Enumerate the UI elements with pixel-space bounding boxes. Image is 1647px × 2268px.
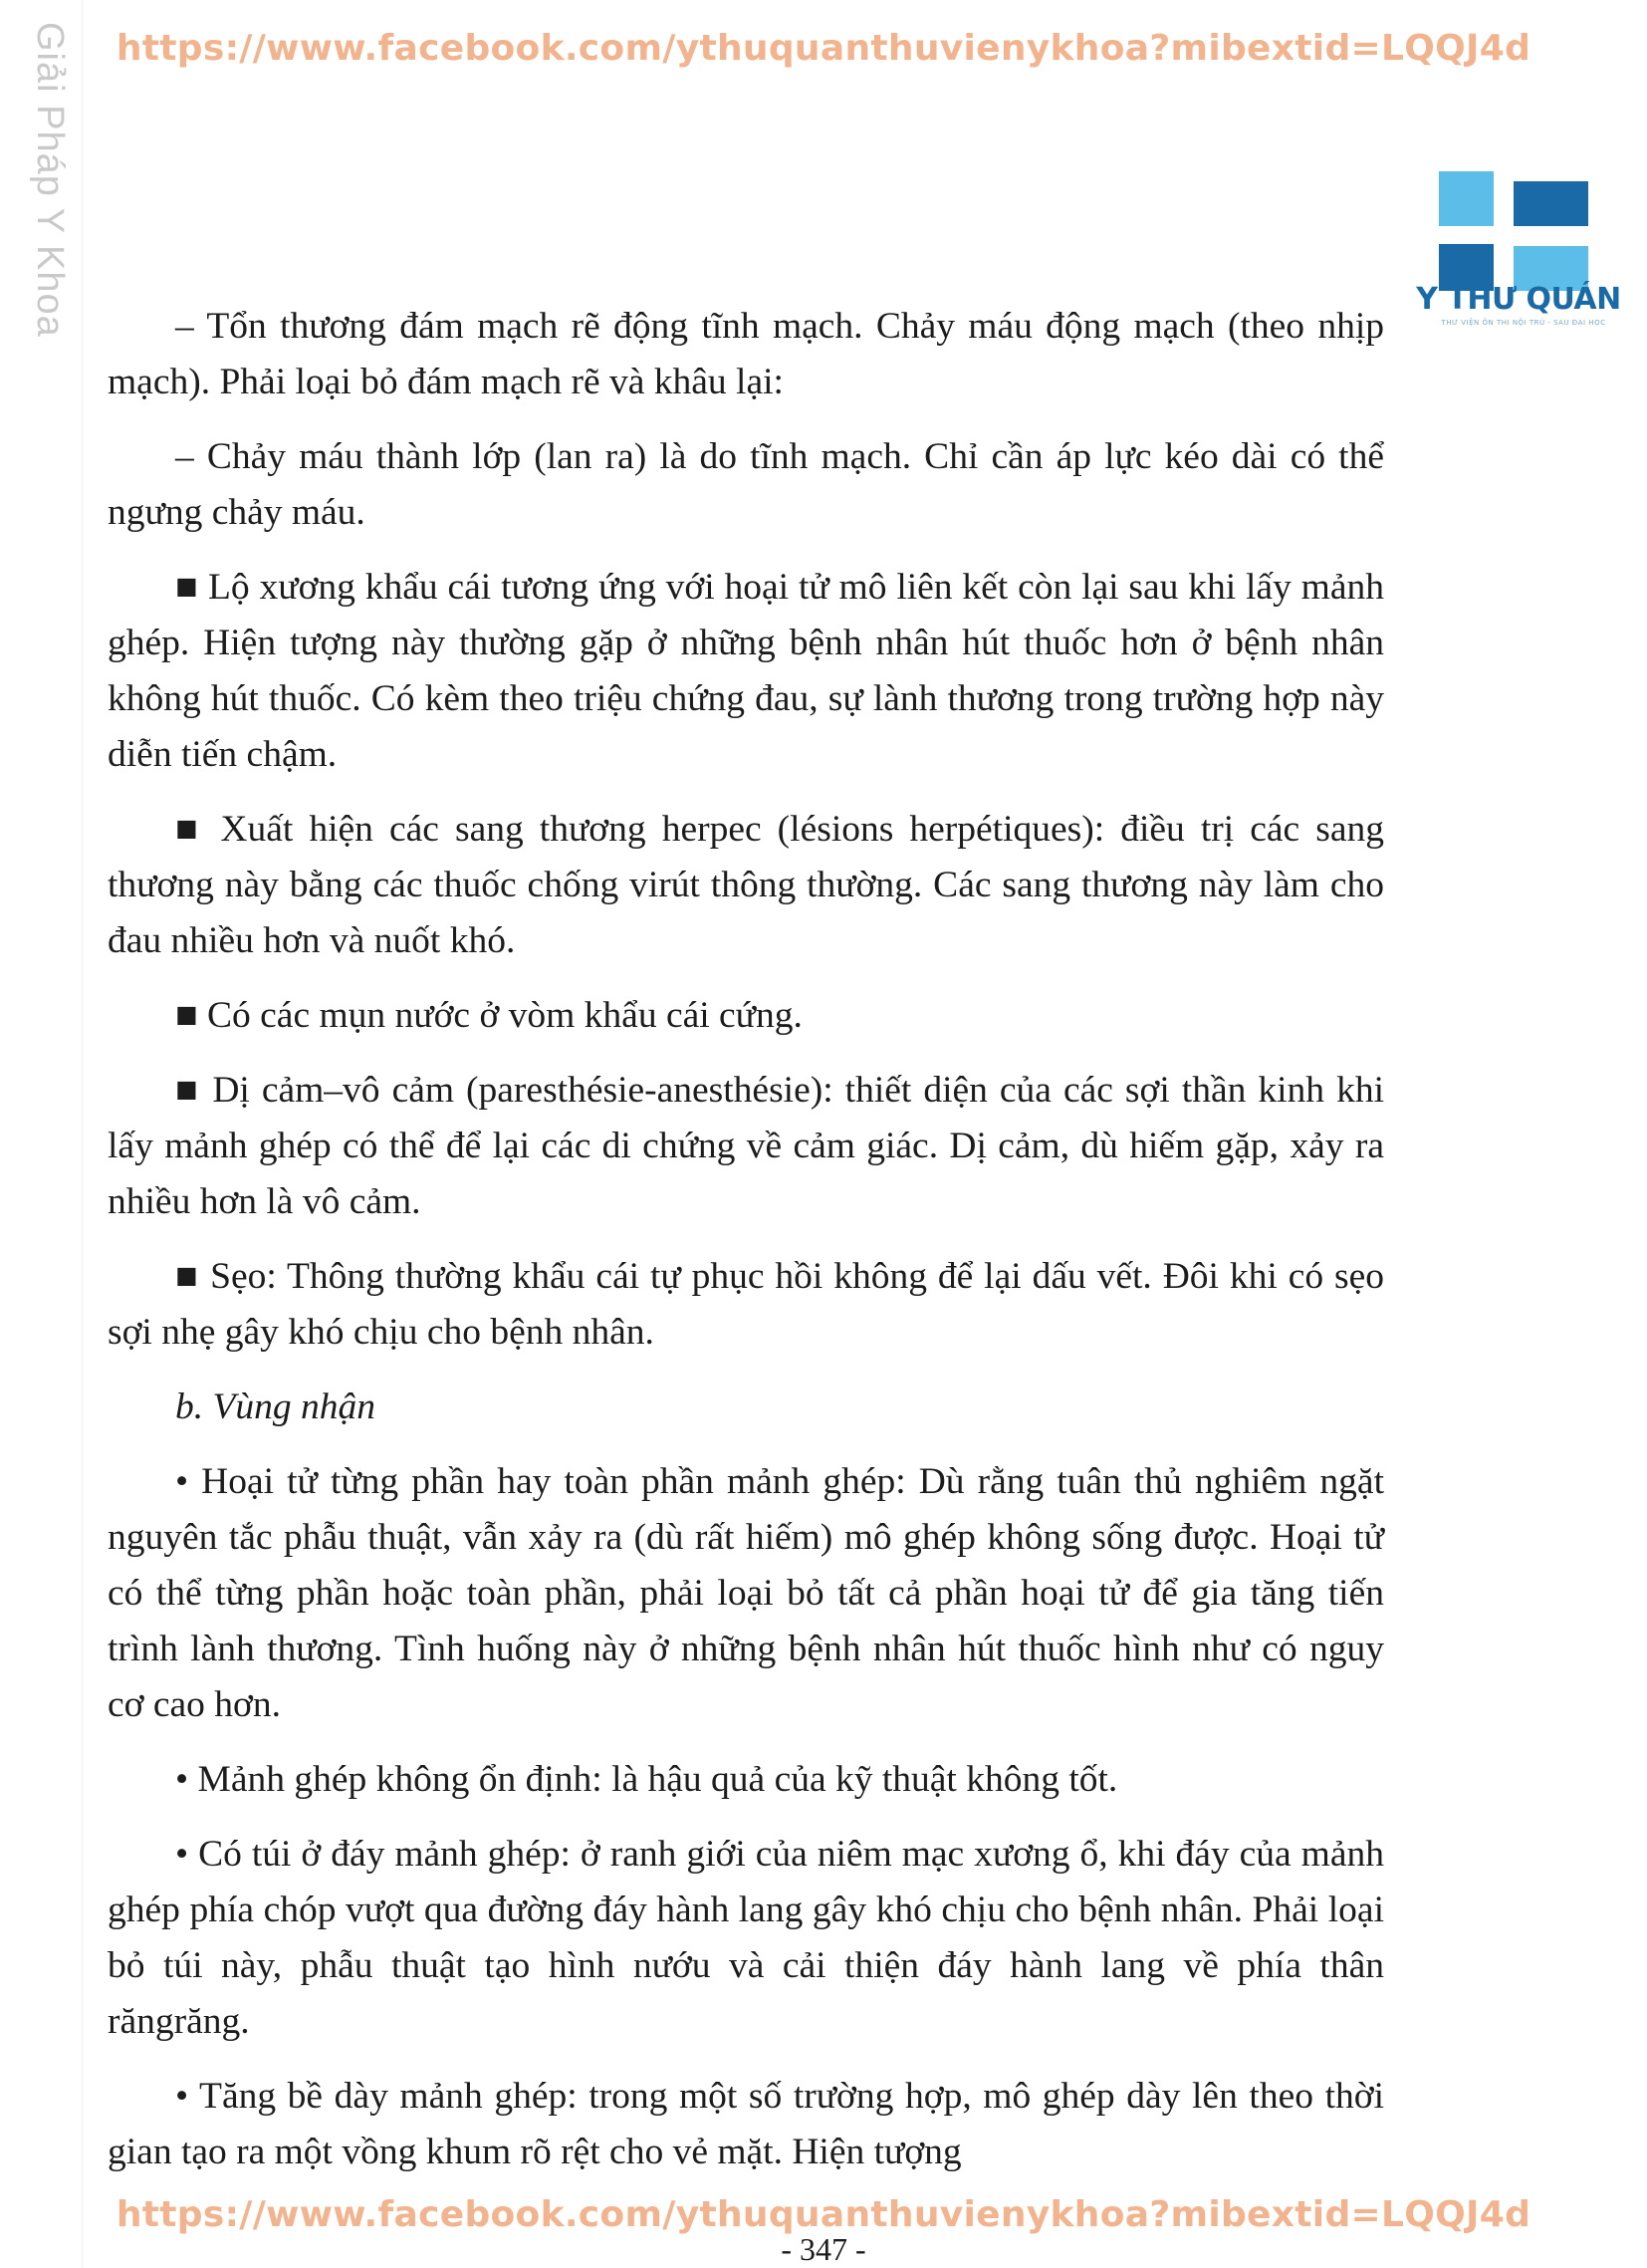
watermark-url-bottom[interactable]: https://www.facebook.com/ythuquanthuvienykhoa?mibextid=LQQJ4d <box>116 2194 1531 2235</box>
logo-cross-icon <box>1429 159 1598 299</box>
paragraph: • Có túi ở đáy mảnh ghép: ở ranh giới của niêm mạc xương ổ, khi đáy của mảnh ghép phía chóp vượt qua đường đáy hành lang gây khó chịu cho bệnh nhân. Phải loại bỏ túi này, phẫu thuật tạo hình nướu và cải thiện đáy hành lang về phía thân răngrăng. <box>108 1834 1384 2042</box>
page-number: - 347 - <box>781 2231 866 2267</box>
paragraph: ■ Sẹo: Thông thường khẩu cái tự phục hồi không để lại dấu vết. Đôi khi có sẹo sợi nhẹ gây khó chịu cho bệnh nhân. <box>108 1256 1384 1353</box>
logo-tagline: THƯ VIỆN ÔN THI NỘI TRÚ - SAU ĐẠI HỌC <box>1441 319 1606 327</box>
logo-cross-horizontal <box>1429 226 1598 244</box>
paragraph: – Chảy máu thành lớp (lan ra) là do tĩnh mạch. Chỉ cần áp lực kéo dài có thể ngưng chảy máu. <box>108 436 1384 533</box>
paragraph: • Mảnh ghép không ổn định: là hậu quả của kỹ thuật không tốt. <box>175 1759 1118 1800</box>
paragraph: ■ Dị cảm–vô cảm (paresthésie-anesthésie): thiết diện của các sợi thần kinh khi lấy mảnh ghép có thể để lại các di chứng về cảm giác. Dị cảm, dù hiếm gặp, xảy ra nhiều hơn là vô cảm. <box>108 1070 1384 1222</box>
section-heading: b. Vùng nhận <box>175 1386 376 1427</box>
paragraph: ■ Có các mụn nước ở vòm khẩu cái cứng. <box>175 995 803 1036</box>
paragraph: ■ Lộ xương khẩu cái tương ứng với hoại tử mô liên kết còn lại sau khi lấy mảnh ghép. Hiện tượng này thường gặp ở những bệnh nhân hút thuốc hơn ở bệnh nhân không hút thuốc. Có kèm theo triệu chứng đau, sự lành thương trong trường hợp này diễn tiến chậm. <box>108 567 1384 775</box>
paragraph: • Tăng bề dày mảnh ghép: trong một số trường hợp, mô ghép dày lên theo thời gian tạo ra một vồng khum rõ rệt cho vẻ mặt. Hiện tượng <box>108 2076 1384 2172</box>
page-body <box>108 299 1384 2199</box>
watermark-url-top[interactable]: https://www.facebook.com/ythuquanthuvienykhoa?mibextid=LQQJ4d <box>116 28 1531 69</box>
paragraph: • Hoại tử từng phần hay toàn phần mảnh ghép: Dù rằng tuân thủ nghiêm ngặt nguyên tắc phẫu thuật, vẫn xảy ra (dù rất hiếm) mô ghép không sống được. Hoại tử có thể từng phần hoặc toàn phần, phải loại bỏ tất cả phần hoại tử để gia tăng tiến trình lành thương. Tình huống này ở những bệnh nhân hút thuốc hình như có nguy cơ cao hơn. <box>108 1461 1384 1725</box>
paragraph: ■ Xuất hiện các sang thương herpec (lésions herpétiques): điều trị các sang thương này bằng các thuốc chống virút thông thường. Các sang thương này làm cho đau nhiều hơn và nuốt khó. <box>108 809 1384 961</box>
logo-wordmark: Y THƯ QUÁN <box>1416 282 1621 317</box>
page-edge-line <box>82 0 83 2268</box>
side-watermark: Giải Pháp Y Khoa <box>29 22 71 338</box>
paragraph: – Tổn thương đám mạch rẽ động tĩnh mạch. Chảy máu động mạch (theo nhịp mạch). Phải loại bỏ đám mạch rẽ và khâu lại: <box>108 306 1384 402</box>
logo-block-top-left <box>1439 171 1499 226</box>
